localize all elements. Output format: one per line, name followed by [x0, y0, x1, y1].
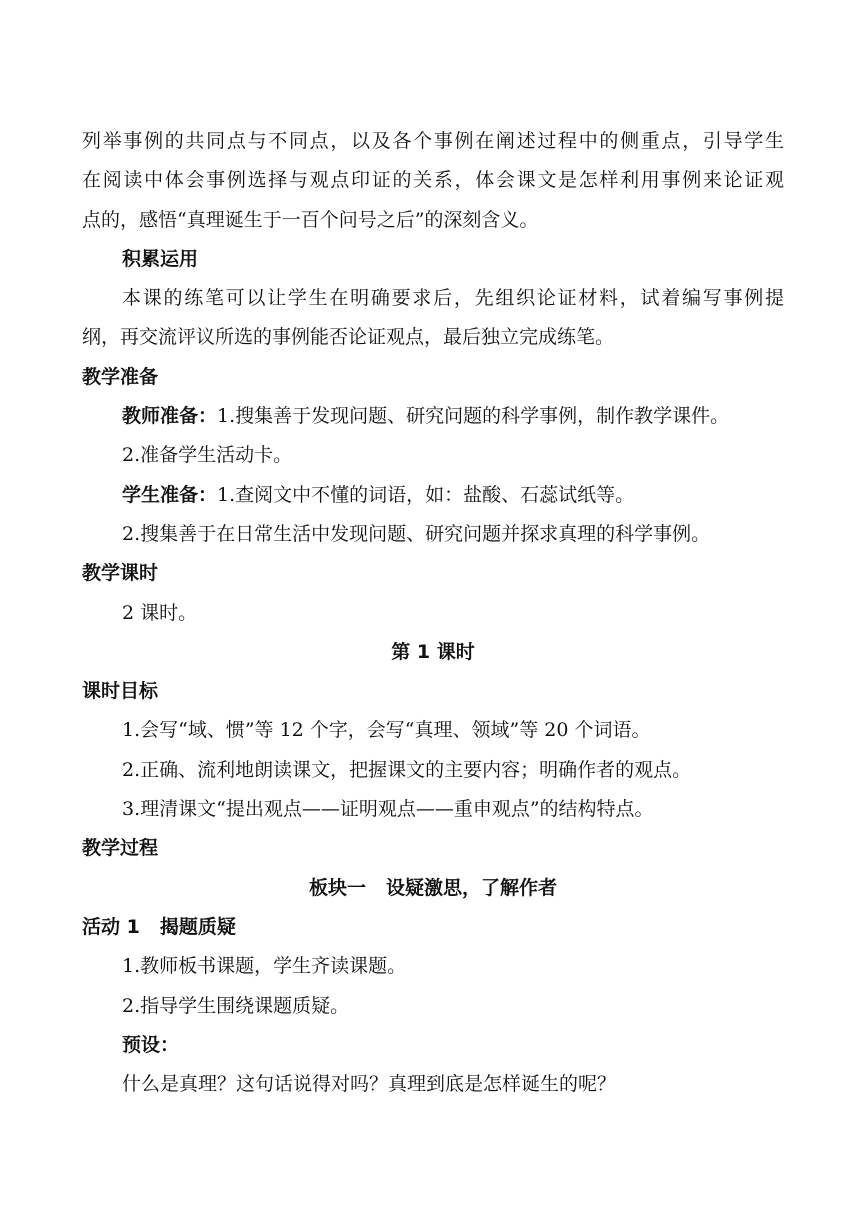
- goals-heading: 课时目标: [82, 680, 159, 703]
- document-page: [82, 122, 784, 1104]
- hours-heading: 教学课时: [82, 562, 159, 585]
- goal-item-1: 1.会写“域、惯”等 12 个字，会写“真理、领域”等 20 个词语。: [122, 719, 651, 742]
- section-1-title: 设疑激思，了解作者: [386, 876, 558, 899]
- preset-text: 什么是真理？这句话说得对吗？真理到底是怎样诞生的呢？: [122, 1073, 617, 1096]
- intro-line-1: 列举事例的共同点与不同点，以及各个事例在阐述过程中的侧重点，引导学生: [82, 130, 784, 152]
- teacher-prep-item-2: 2.准备学生活动卡。: [122, 444, 293, 467]
- hours-value: 2 课时。: [122, 601, 198, 624]
- process-heading: 教学过程: [82, 837, 159, 860]
- preparation-heading: 教学准备: [82, 365, 159, 388]
- accumulate-line-2: 纲，再交流评议所选的事例能否论证观点，最后独立完成练笔。: [82, 326, 615, 349]
- section-1-heading: [82, 869, 784, 908]
- preset-label: 预设：: [122, 1033, 180, 1056]
- lesson-title: 第 1 课时: [391, 640, 475, 663]
- intro-line-3: 点的，感悟“真理诞生于一百个问号之后”的深刻含义。: [82, 208, 539, 231]
- step-item-1: 1.教师板书课题，学生齐读课题。: [122, 955, 407, 978]
- student-prep-item-1: 1.查阅文中不懂的词语，如：盐酸、石蕊试纸等。: [217, 483, 635, 506]
- intro-line-2: 在阅读中体会事例选择与观点印证的关系，体会课文是怎样利用事例来论证观: [82, 169, 784, 192]
- section-1-label: 板块一: [308, 876, 366, 899]
- accumulate-line-1: 本课的练笔可以让学生在明确要求后，先组织论证材料，试着编写事例提: [122, 287, 784, 310]
- teacher-prep-item-1: 1.搜集善于发现问题、研究问题的科学事例，制作教学课件。: [217, 405, 730, 428]
- activity-1-label: 活动 1: [82, 915, 140, 938]
- goal-item-2: 2.正确、流利地朗读课文，把握课文的主要内容；明确作者的观点。: [122, 758, 692, 781]
- student-prep-line: [82, 476, 784, 515]
- step-item-2: 2.指导学生围绕课题质疑。: [122, 994, 350, 1017]
- student-prep-item-2: 2.搜集善于在日常生活中发现问题、研究问题并探求真理的科学事例。: [122, 522, 711, 545]
- activity-1-title: 揭题质疑: [159, 915, 236, 938]
- student-prep-label: 学生准备：: [122, 483, 218, 506]
- goal-item-3: 3.理清课文“提出观点——证明观点——重申观点”的结构特点。: [122, 798, 654, 821]
- accumulate-heading: 积累运用: [122, 247, 199, 270]
- activity-1-heading: [82, 908, 784, 947]
- teacher-prep-line: [82, 397, 784, 436]
- teacher-prep-label: 教师准备：: [122, 405, 218, 428]
